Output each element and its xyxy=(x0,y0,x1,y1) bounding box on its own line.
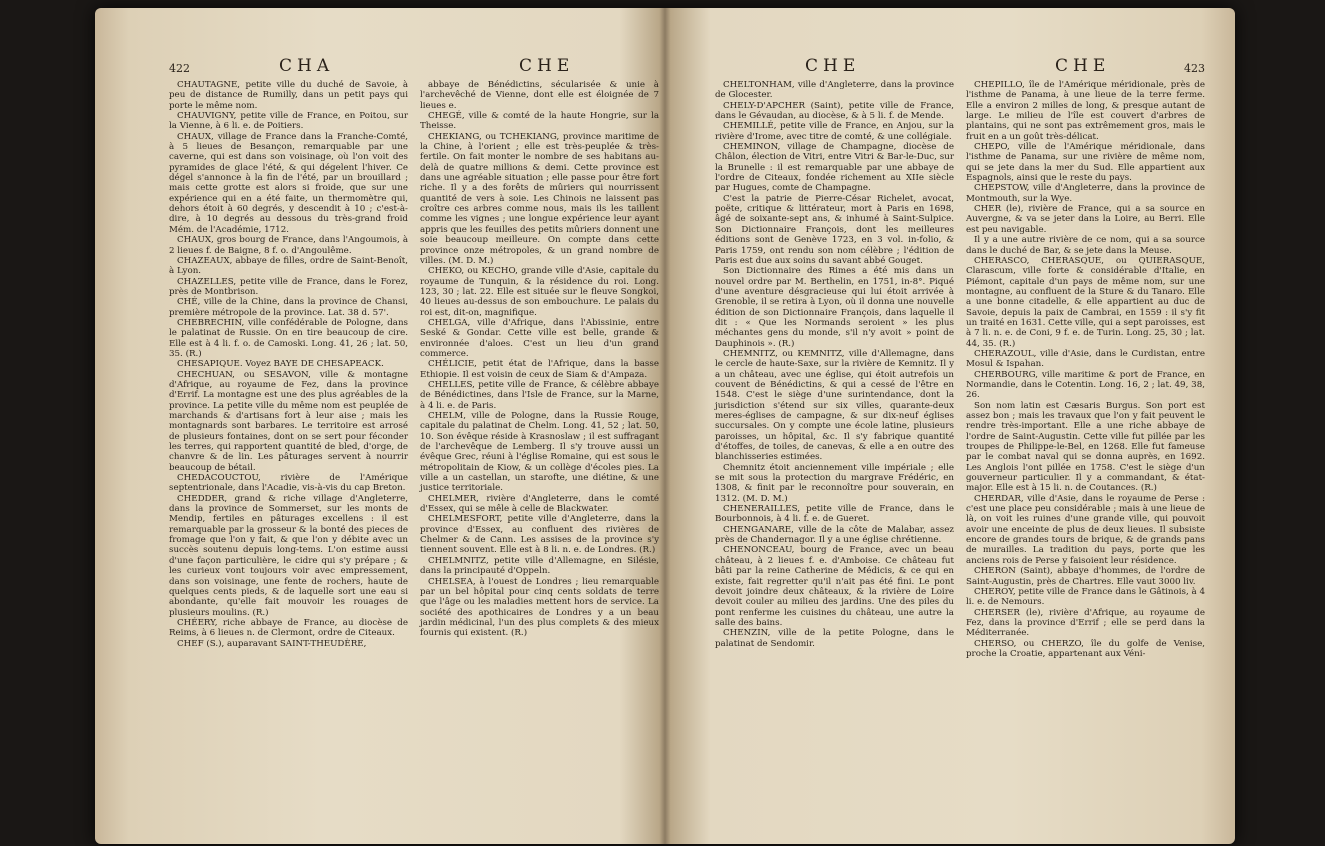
dictionary-entry: Il y a une autre rivière de ce nom, qui a sa source dans le duché de Bar, & se jete dans la Meuse. xyxy=(966,235,1205,256)
dictionary-entry: CHEPSTOW, ville d'Angleterre, dans la province de Montmouth, sur la Wye. xyxy=(966,183,1205,204)
dictionary-entry: CHEKIANG, ou TCHEKIANG, province maritime de la Chine, à l'orient ; elle est très-peuplée & très-fertile. On fait monter le nombre de ses habitans au-delà de quatre millions & demi. Cette province est dans une agréable situation ; elle passe pour être fort riche. Il y a des forêts de mûriers qui nourrissent quantité de vers à soie. Les Chinois ne laissent pas croître ces arbres comme nous, mais ils les taillent comme les vignes ; une longue expérience leur ayant appris que les feuilles des petits mûriers donnent une soie beaucoup meilleure. On compte dans cette province onze métropoles, & un grand nombre de villes. (M. D. M.) xyxy=(420,131,659,266)
dictionary-entry: CHERAZOUL, ville d'Asie, dans le Curdistan, entre Mosul & Ispahan. xyxy=(966,348,1205,370)
dictionary-entry: abbaye de Bénédictins, sécularisée & unie à l'archevêché de Vienne, dont elle est éloignée de 7 lieues e. xyxy=(420,80,659,111)
dictionary-entry: CHÉ, ville de la Chine, dans la province de Chansi, première métropole de la province. Lat. 38 d. 57'. xyxy=(169,297,408,318)
dictionary-entry: C'est la patrie de Pierre-César Richelet, avocat, poëte, critique & littérateur, mort à Paris en 1698, âgé de soixante-sept ans, & inhumé à Saint-Sulpice. Son Dictionnaire François, dont les meilleures éditions sont de Genève 1723, en 3 vol. in-folio, & Paris 1759, ont rendu son nom célèbre ; l'édition de Paris est due aux soins du savant abbé Gouget. xyxy=(715,193,954,266)
dictionary-entry: CHERON (Saint), abbaye d'hommes, de l'ordre de Saint-Augustin, près de Chartres. Elle vaut 3000 liv. xyxy=(966,566,1205,587)
dictionary-entry: CHÉERY, riche abbaye de France, au diocèse de Reims, à 6 lieues n. de Clermont, ordre de Citeaux. xyxy=(169,617,408,639)
dictionary-entry: CHAUVIGNY, petite ville de France, en Poitou, sur la Vienne, à 6 li. e. de Poitiers. xyxy=(169,111,408,132)
dictionary-entry: CHEPILLO, île de l'Amérique méridionale, près de l'isthme de Panama, à une lieue de la terre ferme. Elle a environ 2 milles de long, & presque autant de large. Le milieu de l'île est couvert d'arbres de plantains, qui ne sont pas extrêmement gros, mais le fruit en a un goût très-délicat. xyxy=(966,80,1205,142)
dictionary-entry: CHEMNITZ, ou KEMNITZ, ville d'Allemagne, dans le cercle de haute-Saxe, sur la rivière de Kemnitz. Il y a un château, avec une église, qui étoit autrefois un couvent de Bénédictins, & qui a cessé de l'être en 1548. C'est le siège d'une surintendance, dont la jurisdiction s'étend sur six villes, quarante-deux meres-églises de campagne, & sur dix-neuf églises succursales. On y compte une école latine, plusieurs paroisses, un hôpital, &c. Il s'y fabrique quantité d'étoffes, de toiles, de canevas, & elle a en outre des blanchisseries estimées. xyxy=(715,348,954,463)
dictionary-entry: CHELM, ville de Pologne, dans la Russie Rouge, capitale du palatinat de Chelm. Long. 41, 52 ; lat. 50, 10. Son évêque réside à Krasnoslaw ; il est suffragant de l'archevêque de Lemberg. Il s'y trouve aussi un évêque Grec, réuni à l'église Romaine, qui est sous le métropolitain de Kiow, & un collège d'écoles pies. La ville a un castellan, un starofte, une diétine, & une justice territoriale. xyxy=(420,411,659,494)
right-page-header xyxy=(715,56,1205,78)
dictionary-entry: CHENGANARE, ville de la côte de Malabar, assez près de Chandernagor. Il y a une église chrétienne. xyxy=(715,524,954,546)
dictionary-entry: CHELMER, rivière d'Angleterre, dans le comté d'Essex, qui se mêle à celle de Blackwater. xyxy=(420,493,659,515)
open-book xyxy=(95,8,1235,844)
right-header-word: CHE xyxy=(1055,56,1111,76)
dictionary-entry: CHERSO, ou CHERZO, île du golfe de Venise, proche la Croatie, appartenant aux Véni- xyxy=(966,638,1205,659)
dictionary-entry: CHEPO, ville de l'Amérique méridionale, dans l'isthme de Panama, sur une rivière de même nom, qui se jete dans la mer du Sud. Elle appartient aux Espagnols, ainsi que le reste du pays. xyxy=(966,142,1205,184)
dictionary-entry: CHEMILLÉ, petite ville de France, en Anjou, sur la rivière d'Irome, avec titre de comté, & une collégiale. xyxy=(715,121,954,142)
dictionary-entry: CHENONCEAU, bourg de France, avec un beau château, à 2 lieues f. e. d'Amboise. Ce château fut bâti par la reine Catherine de Médicis, & ce qui en existe, fait regretter qu'il n'ait pas été fini. Le pont devoit joindre deux châteaux, & la rivière de Loire devoit couler au milieu des jardins. Une des piles du pont renferme les cuisines du château, une autre la salle des bains. xyxy=(715,545,954,628)
left-header-word: CHA xyxy=(279,56,335,76)
dictionary-entry: CHELY-D'APCHER (Saint), petite ville de France, dans le Gévaudan, au diocèse, & à 5 li. f. de Mende. xyxy=(715,100,954,122)
dictionary-entry: CHAUTAGNE, petite ville du duché de Savoie, à peu de distance de Rumilly, dans un petit pays qui porte le même nom. xyxy=(169,80,408,111)
dictionary-entry: CHEGÉ, ville & comté de la haute Hongrie, sur la Theisse. xyxy=(420,111,659,132)
dictionary-entry: CHAZELLES, petite ville de France, dans le Forez, près de Montbrison. xyxy=(169,276,408,297)
dictionary-entry: CHENZIN, ville de la petite Pologne, dans le palatinat de Sendomir. xyxy=(715,628,954,649)
dictionary-entry: CHEBRECHIN, ville confédérable de Pologne, dans le palatinat de Russie. On en tire beaucoup de cire. Elle est à 4 li. f. o. de Camoski. Long. 41, 26 ; lat. 50, 35. (R.) xyxy=(169,317,408,359)
left-header-word: CHE xyxy=(519,56,575,76)
dictionary-entry: CHER (le), rivière de France, qui a sa source en Auvergne, & va se jeter dans la Loire, au Berri. Elle est peu navigable. xyxy=(966,204,1205,235)
right-page xyxy=(715,56,1205,659)
dictionary-entry: CHELGA, ville d'Afrique, dans l'Abissinie, entre Seské & Gondar. Cette ville est belle, grande & environnée d'aloes. C'est un lieu d'un grand commerce. xyxy=(420,317,659,359)
dictionary-entry: CHELMNITZ, petite ville d'Allemagne, en Silésie, dans la principauté d'Oppeln. xyxy=(420,555,659,577)
dictionary-entry: CHEF (S.), auparavant SAINT-THEUDÈRE, xyxy=(177,638,367,649)
dictionary-entry: CHERBOURG, ville maritime & port de France, en Normandie, dans le Cotentin. Long. 16, 2 ; lat. 49, 38, 26. xyxy=(966,369,1205,401)
dictionary-entry: CHELMESFORT, petite ville d'Angleterre, dans la province d'Essex, au confluent des rivières de Chelmer & de Cann. Les assises de la province s'y tiennent souvent. Elle est à 8 li. n. e. de Londres. (R.) xyxy=(420,514,659,556)
dictionary-entry: Chemnitz étoit anciennement ville impériale ; elle se mit sous la protection du margrave Frédéric, en 1308, & finit par le reconnoître pour souverain, en 1312. (M. D. M.) xyxy=(715,462,954,504)
dictionary-entry: CHELTONHAM, ville d'Angleterre, dans la province de Glocester. xyxy=(715,80,954,101)
dictionary-entry: CHEROY, petite ville de France dans le Gâtinois, à 4 li. e. de Nemours. xyxy=(966,586,1205,608)
dictionary-entry: CHECHUAN, ou SESAVON, ville & montagne d'Afrique, au royaume de Fez, dans la province d'Errif. La montagne est une des plus agréables de la province. La petite ville du même nom est peuplée de marchands & d'artisans fort à leur aise ; mais les montagnards sont barbares. Le territoire est arrosé de plusieurs fontaines, dont on se sert pour féconder les terres, qui rapportent quantité de bled, d'orge, de chanvre & de lin. Les pâturages servent à nourrir beaucoup de bétail. xyxy=(169,369,408,473)
dictionary-entry: CHEDACOUCTOU, rivière de l'Amérique septentrionale, dans l'Acadie, vis-à-vis du cap Breton. xyxy=(169,473,408,494)
dictionary-entry: CHESAPIQUE. Voyez BAYE DE CHESAPEACK. xyxy=(177,359,384,370)
dictionary-entry: CHAUX, village de France dans la Franche-Comté, à 5 lieues de Besançon, remarquable par une caverne, qui est dans son voisinage, où l'on voit des pyramides de glace l'été, & qui dégelent l'hiver. Ce dégel s'annonce à la fin de l'été, par un brouillard ; mais cette grotte est alors si froide, que sur une expérience qui en a été faite, un thermomètre qui, dehors étoit à 60 degrés, y descendit à 10 ; c'est-à-dire, à 10 degrés au dessous du très-grand froid Mém. de l'Académie, 1712. xyxy=(169,131,408,235)
right-header-word: CHE xyxy=(805,56,861,76)
dictionary-entry: CHELSEA, à l'ouest de Londres ; lieu remarquable par un bel hôpital pour cinq cents soldats de terre que l'âge ou les maladies mettent hors de service. La société des apothicaires de Londres y a un beau jardin médicinal, l'un des plus complets & des mieux fournis qui existent. (R.) xyxy=(420,576,659,639)
dictionary-entry: Son Dictionnaire des Rimes a été mis dans un nouvel ordre par M. Berthelin, en 1751, in-8°. Piqué d'une aventure désgracieuse qui lui étoit arrivée à Grenoble, il se retira à Lyon, où il donna une nouvelle édition de son Dictionnaire François, dans laquelle il dit : « Que les Normands seroient » les plus méchantes gens du monde, s'il n'y avoit » point de Dauphinois ». (R.) xyxy=(715,266,954,349)
right-column-1 xyxy=(715,80,954,659)
left-page-header xyxy=(169,56,659,78)
dictionary-entry: CHAUX, gros bourg de France, dans l'Angoumois, à 2 lieues f. de Baigne, 8 f. o. d'Angoulême. xyxy=(169,235,408,256)
left-page xyxy=(169,56,659,649)
right-page-number: 423 xyxy=(1184,62,1205,75)
left-page-number: 422 xyxy=(169,62,190,75)
left-column-1 xyxy=(169,80,408,649)
dictionary-entry: CHENERAILLES, petite ville de France, dans le Bourbonnois, à 4 li. f. e. de Gueret. xyxy=(715,504,954,525)
dictionary-entry: CHERSER (le), rivière d'Afrique, au royaume de Fez, dans la province d'Errif ; elle se perd dans la Méditerranée. xyxy=(966,607,1205,639)
dictionary-entry: CHERDAR, ville d'Asie, dans le royaume de Perse : c'est une place peu considérable ; mais à une lieue de là, on voit les ruines d'une grande ville, qui pouvoit avoir une enceinte de plus de deux lieues. Il subsiste encore de grandes tours de brique, & de grands pans de murailles. La tradition du pays, porte que les anciens rois de Perse y faisoient leur résidence. xyxy=(966,493,1205,566)
dictionary-entry: CHAZEAUX, abbaye de filles, ordre de Saint-Benoît, à Lyon. xyxy=(169,255,408,277)
right-column-2 xyxy=(966,80,1205,659)
dictionary-entry: CHÉLICIE, petit état de l'Afrique, dans la basse Ethiopie. Il est voisin de ceux de Siam & d'Ampaza. xyxy=(420,359,659,380)
dictionary-entry: CHELLES, petite ville de France, & célèbre abbaye de Bénédictines, dans l'Isle de France, sur la Marne, à 4 li. e. de Paris. xyxy=(420,379,659,411)
dictionary-entry: CHEDDER, grand & riche village d'Angleterre, dans la province de Sommerset, sur les monts de Mendip, fertiles en pâturages excellens : il est remarquable par la grosseur & la bonté des pieces de fromage que l'on y fait, & que l'on y débite avec un succès soutenu depuis long-tems. L'on estime aussi d'une façon particulière, le cidre qui s'y prépare ; & les curieux vont toujours voir avec empressement, dans son voisinage, une fente de rochers, haute de quelques cents pieds, & de laquelle sort une eau si abondante, qu'elle fait mouvoir les rouages de plusieurs moulins. (R.) xyxy=(169,493,408,618)
left-column-2 xyxy=(420,80,659,649)
dictionary-entry: CHERASCO, CHERASQUE, ou QUIERASQUE, Clarascum, ville forte & considérable d'Italie, en Piémont, capitale d'un pays de même nom, sur une montagne, au confluent de la Sture & du Tanaro. Elle a une bonne citadelle, & elle appartient au duc de Savoie, depuis la paix de Cambrai, en 1559 : il s'y fit un traité en 1631. Cette ville, qui a sept paroisses, est à 7 li. n. e. de Coni, 9 f. e. de Turin. Long. 25, 30 ; lat. 44, 35. (R.) xyxy=(966,255,1205,349)
dictionary-entry: Son nom latin est Cæsaris Burgus. Son port est assez bon ; mais les travaux que l'on y fait peuvent le rendre très-important. Elle a une riche abbaye de l'ordre de Saint-Augustin. Cette ville fut pillée par les troupes de Philippe-le-Bel, en 1268. Elle fut fameuse par le combat naval qui se donna auprès, en 1692. Les Anglois l'ont pillée en 1758. C'est le siège d'un gouverneur particulier. Il y a commandant, & état-major. Elle est à 15 li. n. de Coutances. (R.) xyxy=(966,400,1205,494)
dictionary-entry: CHEMINON, village de Champagne, diocèse de Châlon, élection de Vitri, entre Vitri & Bar-le-Duc, sur la Brunelle : il est remarquable par une abbaye de l'ordre de Citeaux, fondée richement au XIIe siècle par Hugues, comte de Champagne. xyxy=(715,142,954,194)
dictionary-entry: CHEKO, ou KECHO, grande ville d'Asie, capitale du royaume de Tunquin, & la résidence du roi. Long. 123, 30 ; lat. 22. Elle est située sur le fleuve Songkoi, 40 lieues au-dessus de son embouchure. Le palais du roi est, dit-on, magnifique. xyxy=(420,266,659,318)
